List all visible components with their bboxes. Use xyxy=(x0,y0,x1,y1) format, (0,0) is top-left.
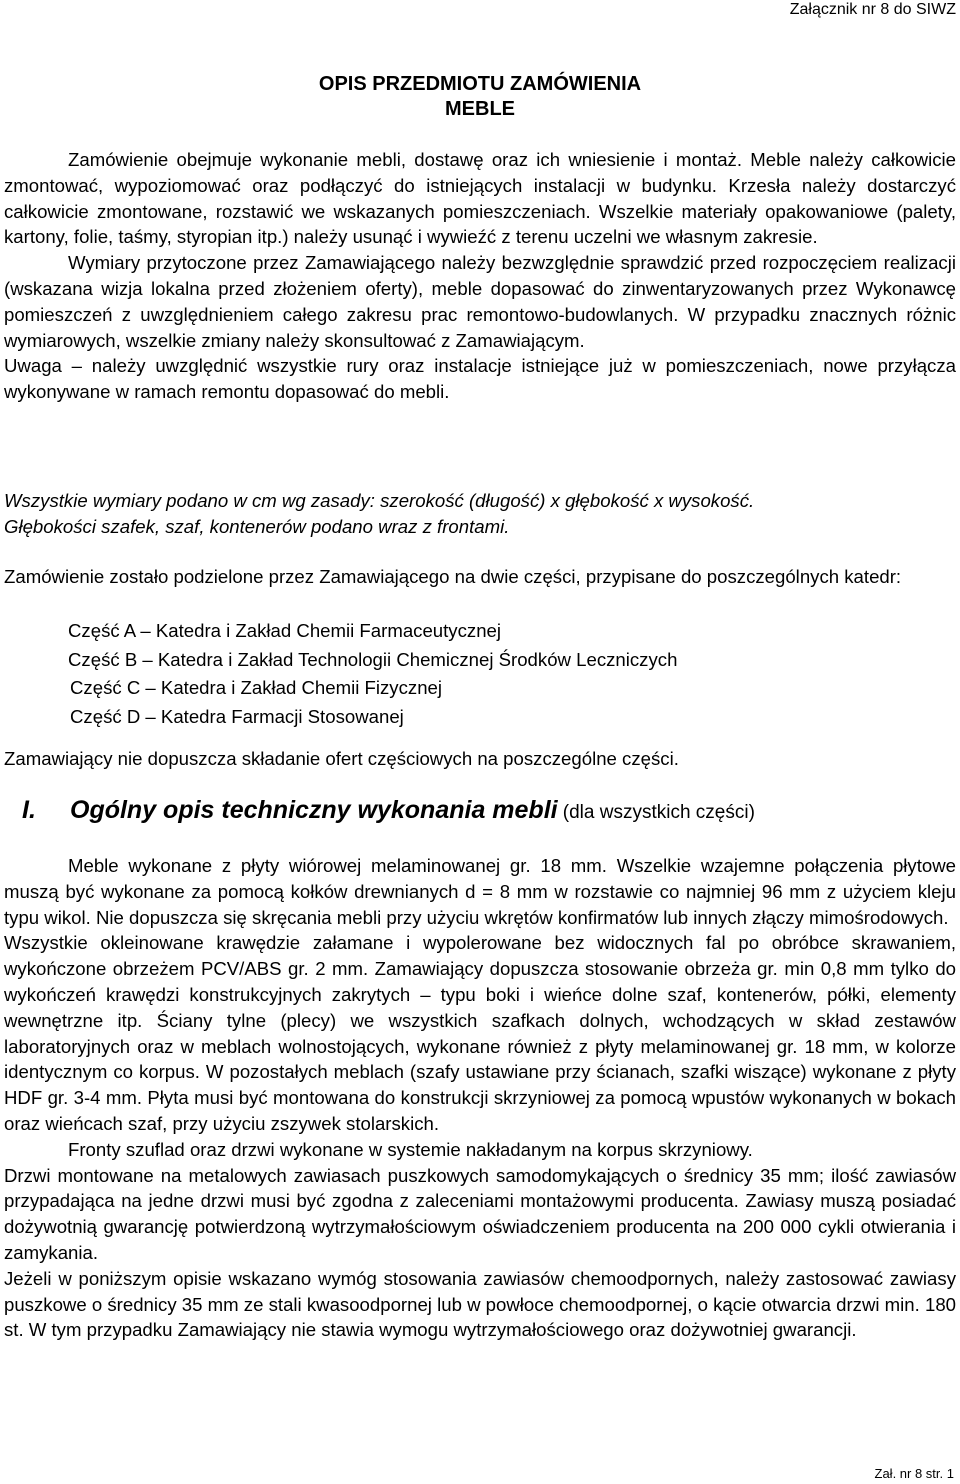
page-number: Zał. nr 8 str. 1 xyxy=(874,1466,954,1481)
no-partial-offers-text: Zamawiający nie dopuszcza składanie ofert częściowych na poszczególne części. xyxy=(4,748,679,769)
part-b: Część B – Katedra i Zakład Technologii Chemicznej Środków Leczniczych xyxy=(68,648,678,670)
no-partial-offers xyxy=(4,746,956,772)
part-d: Część D – Katedra Farmacji Stosowanej xyxy=(70,705,404,727)
part-c: Część C – Katedra i Zakład Chemii Fizycznej xyxy=(70,677,443,698)
intro-paragraph-2: Wymiary przytoczone przez Zamawiającego należy bezwzględnie sprawdzić przed rozpoczęciem realizacji (wskazana wizja lokalna przed złożeniem oferty), meble dopasować do zinwentaryzowanych przez Wykonawcę pomieszczeń z uwzględnieniem całego zakresu prac remontowo-budowlanych. W przypadku znacznych różnic wymiarowych, wszelkie zmiany należy skonsultować z Zamawiającym. xyxy=(4,252,956,351)
section-1-paragraph-4: Drzwi montowane na metalowych zawiasach puszkowych samodomykających o średnicy 35 mm; ilość zawiasów przypadająca na jedne drzwi musi być zgodna z zaleceniami montażowymi producenta. Zawiasy muszą posiadać dożywotnią gwarancję potwierdzoną wytrzymałościowym oświadczeniem producenta na 200 000 cykli otwierania i zamykania. xyxy=(4,1164,956,1263)
title-line-2: MEBLE xyxy=(445,98,515,120)
attachment-label: Załącznik nr 8 do SIWZ xyxy=(789,1,956,18)
intro-paragraph-1: Zamówienie obejmuje wykonanie mebli, dostawę oraz ich wniesienie i montaż. Meble należy całkowicie zmontować, wypoziomować oraz podłączyć do istniejących instalacji w budynku. Krzesła należy dostarczyć całkowicie zmontowane, rozstawić we wskazanych pomieszczeniach. Wszelkie materiały opakowaniowe (palety, kartony, folie, taśmy, styropian itp.) należy usunąć i wywieźć z terenu uczelni we własnym zakresie. xyxy=(4,149,956,248)
section-1-title: Ogólny opis techniczny wykonania mebli xyxy=(70,796,558,824)
division-text xyxy=(4,564,956,590)
dimensions-note-line-2: Głębokości szafek, szaf, kontenerów podano wraz z frontami. xyxy=(4,515,510,537)
intro-section xyxy=(4,147,956,405)
division-paragraph: Zamówienie zostało podzielone przez Zamawiającego na dwie części, przypisane do poszczególnych katedr: xyxy=(4,566,902,587)
section-1-paragraph-5: Jeżeli w poniższym opisie wskazano wymóg stosowania zawiasów chemoodpornych, należy zastosować zawiasy puszkowe o średnicy 35 mm ze stali kwasoodpornej lub w powłoce chemoodpornej, o kącie otwarcia drzwi min. 180 st. W tym przypadku Zamawiający nie stawia wymogu wytrzymałościowego oraz dożywotniej gwarancji. xyxy=(4,1267,956,1341)
document-title xyxy=(0,72,960,122)
section-1-number: I. xyxy=(22,796,36,824)
section-1-paragraph-1: Meble wykonane z płyty wiórowej melaminowanej gr. 18 mm. Wszelkie wzajemne połączenia płytowe muszą być wykonane za pomocą kołków drewnianych d = 8 mm w rozstawie co najmniej 96 mm z użyciem kleju typu wikol. Nie dopuszcza się skręcania mebli przy użyciu wkrętów konfirmatów lub innych złączy mimośrodowych. xyxy=(4,855,956,928)
section-1-heading xyxy=(22,798,755,826)
part-a: Część A – Katedra i Zakład Chemii Farmaceutycznej xyxy=(68,620,502,641)
section-1-paragraph-2: Wszystkie okleinowane krawędzie załamane i wypolerowane bez widocznych fal po obróbce skrawaniem, wykończone obrzeżem PCV/ABS gr. 2 mm. Zamawiający dopuszcza stosowanie obrzeża gr. min 0,8 mm tylko do wykończeń krawędzi konstrukcyjnych zakrytych – typu boki i wieńce dolne szaf, kontenerów, półki, elementy wewnętrzne itp. Ściany tylne (plecy) we wszystkich szafkach dolnych, wchodzących w skład zestawów laboratoryjnych oraz w meblach wolnostojących, wykonane również z płyty melaminowanej gr. 18 mm, w kolorze identycznym co korpus. W pozostałych meblach (szafy ustawiane przy ścianach, szafki wiszące) wykonane z płyty HDF gr. 3-4 mm. Płyta musi być montowana do konstrukcji skrzyniowej za pomocą wpustów wykonanych w bokach oraz wieńcach szaf, przy użyciu zszywek stolarskich. xyxy=(4,932,956,1134)
dimensions-note-line-1: Wszystkie wymiary podano w cm wg zasady: szerokość (długość) x głębokość x wysokość. xyxy=(4,490,755,511)
section-1-subtitle: (dla wszystkich części) xyxy=(562,802,755,823)
section-1-paragraph-3: Fronty szuflad oraz drzwi wykonane w systemie nakładanym na korpus skrzyniowy. xyxy=(68,1138,753,1160)
intro-paragraph-3: Uwaga – należy uwzględnić wszystkie rury oraz instalacje istniejące już w pomieszczeniach, nowe przyłącza wykonywane w ramach remontu dopasować do mebli. xyxy=(4,355,956,403)
section-1-body xyxy=(4,853,956,1343)
parts-list xyxy=(68,617,677,731)
dimensions-note xyxy=(4,488,956,540)
title-line-1: OPIS PRZEDMIOTU ZAMÓWIENIA xyxy=(318,73,642,95)
